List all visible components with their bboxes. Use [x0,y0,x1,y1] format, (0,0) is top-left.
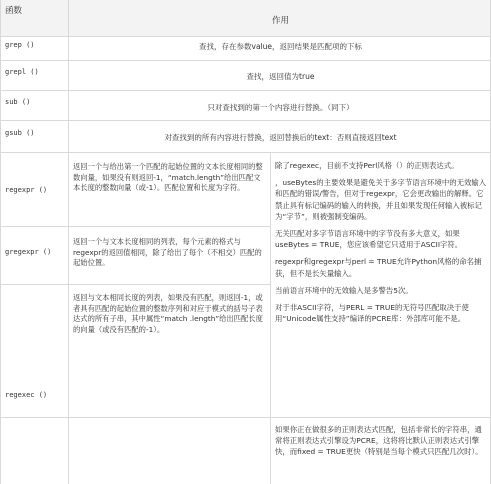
function-description: 只对查找到的第一个内容进行替换。（同下） [207,103,354,112]
row-divider [0,90,491,91]
function-description: 查找，存在参数value，返回结果是匹配项的下标 [199,42,362,51]
function-name: gregexpr () [5,248,52,256]
row-divider [0,60,491,61]
column-divider [270,152,271,484]
column-divider [0,0,1,484]
column-divider [68,0,69,484]
notes-column [275,160,487,324]
regexpr-description [73,162,263,194]
description-text: 返回一个与文本长度相同的列表，每个元素的格式与regexpr的返回值相同，除了给出了每个（不相交）匹配的起始位置。 [73,237,262,268]
function-name: grepl () [5,68,39,76]
gregexpr-description [73,237,263,269]
row-divider [0,36,491,37]
header-purpose: 作用 [271,16,289,26]
note-paragraph: 除了regexec，目前不支持Perl风格（）的正则表达式。 [275,161,459,170]
description-text: 返回与文本相同长度的列表，如果没有匹配，则返回-1，或者具有匹配的起始位置的整数序列和对应于模式的括号子表达式的所有子串，其中属性“match .length”给出匹配长度的向量（或没有匹配的-1）。 [73,293,263,335]
function-description: 查找，返回值为true [246,72,315,81]
function-description: 对查找到的所有内容进行替换，返回替换后的text：否则直接返回text [164,133,397,142]
function-name: regexec () [5,391,48,399]
function-name: grep () [5,41,35,49]
function-name: sub () [5,98,31,106]
row-divider [0,284,270,285]
note-paragraph: 无关匹配对多字节语言环境中的字节没有多大意义，如果useBytes = TRUE，您应该希望它只适用于ASCII字符。 [275,229,463,250]
regexec-description [73,293,263,336]
bottom-note [275,424,487,458]
note-paragraph: ，useBytes的主要效果是避免关于多字节语言环境中的无效输入和匹配的错误/警告，但对于regexpr，它会更改输出的解释。它禁止具有标记编码的输入的转换，并且如果发现任何输入被标记为“字节”，则被强制变编码。 [275,178,487,221]
header-function: 函数 [5,6,23,16]
row-divider [0,226,270,227]
description-text: 返回一个与给出第一个匹配的起始位置的文本长度相同的整数向量，如果没有则返回-1，“match.length”给出匹配文本长度的整数向量（或-1）。匹配位置和长度为字符。 [73,162,263,193]
note-paragraph: 如果你正在做很多的正则表达式匹配，包括非常长的字符串，通常将正则表达式引擎设为PCRE，这将将比默认正则表达式引擎快，而fixed = TRUE更快（特别是当每个模式只匹配几次时）。 [275,425,483,457]
note-paragraph: 当前语言环境中的无效输入是多警告5次。 [275,285,413,295]
function-name: regexpr () [5,186,48,194]
row-divider [0,120,491,121]
note-paragraph: 对于非ASCII字符，与PERL = TRUE的无符号匹配取决于使用“Unicode属性支持”编译的PCRE库：外部库可能不是。 [275,303,469,324]
row-divider [0,152,491,153]
function-name: gsub () [5,129,35,137]
row-divider [0,417,491,418]
note-paragraph: regexpr和gregexpr与perl = TRUE允许Python风格的命名捕获，但不是长矢量输入。 [275,257,482,278]
